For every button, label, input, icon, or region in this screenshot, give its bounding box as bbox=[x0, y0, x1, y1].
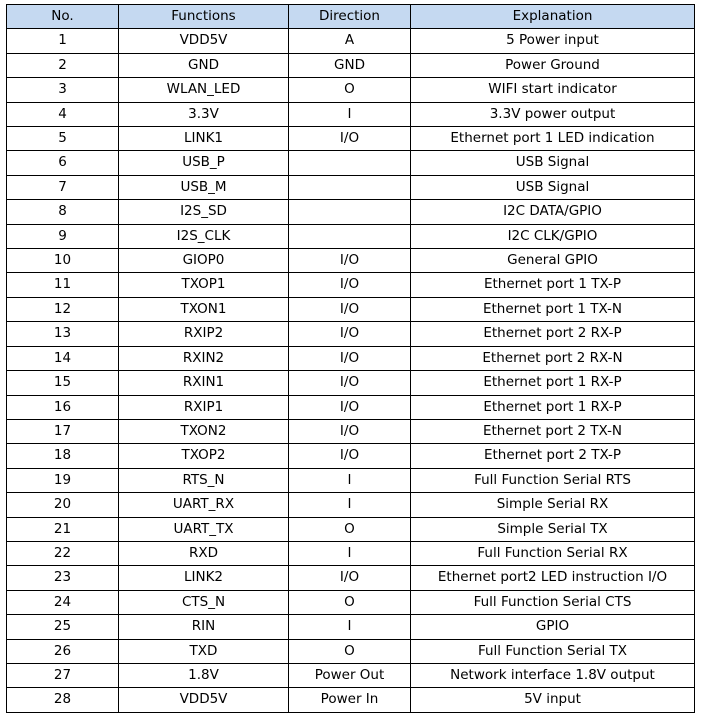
cell-no: 3 bbox=[7, 78, 119, 102]
cell-function: LINK2 bbox=[119, 566, 289, 590]
cell-explanation: Ethernet port2 LED instruction I/O bbox=[411, 566, 695, 590]
cell-function: 3.3V bbox=[119, 102, 289, 126]
table-row bbox=[7, 371, 695, 395]
cell-direction: I/O bbox=[289, 127, 411, 151]
cell-explanation: I2C DATA/GPIO bbox=[411, 200, 695, 224]
cell-no: 18 bbox=[7, 444, 119, 468]
table-row bbox=[7, 395, 695, 419]
header-row bbox=[7, 5, 695, 29]
cell-explanation: Simple Serial RX bbox=[411, 493, 695, 517]
table-body bbox=[7, 29, 695, 712]
cell-no: 9 bbox=[7, 224, 119, 248]
cell-explanation: General GPIO bbox=[411, 249, 695, 273]
cell-explanation: Full Function Serial RX bbox=[411, 541, 695, 565]
cell-no: 17 bbox=[7, 419, 119, 443]
cell-direction: I bbox=[289, 615, 411, 639]
header-direction: Direction bbox=[289, 5, 411, 29]
cell-function: VDD5V bbox=[119, 688, 289, 712]
table-row bbox=[7, 297, 695, 321]
cell-direction bbox=[289, 200, 411, 224]
cell-direction: O bbox=[289, 78, 411, 102]
pin-function-table bbox=[6, 4, 695, 713]
cell-explanation: Full Function Serial RTS bbox=[411, 468, 695, 492]
cell-explanation: Ethernet port 1 TX-P bbox=[411, 273, 695, 297]
cell-explanation: 5V input bbox=[411, 688, 695, 712]
cell-direction: Power Out bbox=[289, 663, 411, 687]
cell-no: 20 bbox=[7, 493, 119, 517]
cell-function: RIN bbox=[119, 615, 289, 639]
cell-explanation: Full Function Serial TX bbox=[411, 639, 695, 663]
header-functions: Functions bbox=[119, 5, 289, 29]
cell-explanation: WIFI start indicator bbox=[411, 78, 695, 102]
cell-function: CTS_N bbox=[119, 590, 289, 614]
cell-no: 4 bbox=[7, 102, 119, 126]
cell-function: RXD bbox=[119, 541, 289, 565]
cell-explanation: Network interface 1.8V output bbox=[411, 663, 695, 687]
cell-function: RXIN1 bbox=[119, 371, 289, 395]
cell-no: 19 bbox=[7, 468, 119, 492]
cell-function: 1.8V bbox=[119, 663, 289, 687]
cell-function: WLAN_LED bbox=[119, 78, 289, 102]
cell-explanation: Ethernet port 1 LED indication bbox=[411, 127, 695, 151]
cell-no: 12 bbox=[7, 297, 119, 321]
cell-function: GND bbox=[119, 53, 289, 77]
table-row bbox=[7, 200, 695, 224]
cell-no: 6 bbox=[7, 151, 119, 175]
cell-explanation: Ethernet port 2 RX-P bbox=[411, 322, 695, 346]
cell-no: 24 bbox=[7, 590, 119, 614]
cell-direction: I bbox=[289, 541, 411, 565]
cell-function: TXOP2 bbox=[119, 444, 289, 468]
cell-explanation: USB Signal bbox=[411, 175, 695, 199]
table-row bbox=[7, 102, 695, 126]
cell-direction: I/O bbox=[289, 249, 411, 273]
cell-direction: I/O bbox=[289, 566, 411, 590]
cell-function: USB_M bbox=[119, 175, 289, 199]
cell-direction: I/O bbox=[289, 273, 411, 297]
table-row bbox=[7, 224, 695, 248]
cell-explanation: GPIO bbox=[411, 615, 695, 639]
table-row bbox=[7, 688, 695, 712]
table-header bbox=[7, 5, 695, 29]
cell-function: RXIN2 bbox=[119, 346, 289, 370]
cell-explanation: 5 Power input bbox=[411, 29, 695, 53]
cell-no: 26 bbox=[7, 639, 119, 663]
cell-function: RXIP2 bbox=[119, 322, 289, 346]
cell-direction: GND bbox=[289, 53, 411, 77]
cell-function: USB_P bbox=[119, 151, 289, 175]
table-row bbox=[7, 493, 695, 517]
cell-direction: O bbox=[289, 590, 411, 614]
cell-direction: I/O bbox=[289, 322, 411, 346]
cell-no: 5 bbox=[7, 127, 119, 151]
table-row bbox=[7, 127, 695, 151]
table-row bbox=[7, 541, 695, 565]
table-row bbox=[7, 175, 695, 199]
cell-no: 23 bbox=[7, 566, 119, 590]
table-row bbox=[7, 615, 695, 639]
table-row bbox=[7, 53, 695, 77]
table-row bbox=[7, 468, 695, 492]
cell-direction: I bbox=[289, 493, 411, 517]
cell-no: 14 bbox=[7, 346, 119, 370]
cell-direction bbox=[289, 151, 411, 175]
cell-direction bbox=[289, 175, 411, 199]
cell-explanation: Ethernet port 1 TX-N bbox=[411, 297, 695, 321]
cell-direction: I/O bbox=[289, 419, 411, 443]
cell-explanation: Power Ground bbox=[411, 53, 695, 77]
cell-direction: I bbox=[289, 102, 411, 126]
cell-no: 8 bbox=[7, 200, 119, 224]
cell-direction: I/O bbox=[289, 395, 411, 419]
cell-direction: I/O bbox=[289, 444, 411, 468]
cell-no: 13 bbox=[7, 322, 119, 346]
cell-explanation: Ethernet port 1 RX-P bbox=[411, 395, 695, 419]
cell-no: 27 bbox=[7, 663, 119, 687]
cell-function: TXOP1 bbox=[119, 273, 289, 297]
cell-no: 22 bbox=[7, 541, 119, 565]
table-row bbox=[7, 566, 695, 590]
cell-explanation: 3.3V power output bbox=[411, 102, 695, 126]
table-row bbox=[7, 346, 695, 370]
cell-no: 21 bbox=[7, 517, 119, 541]
table-row bbox=[7, 517, 695, 541]
cell-function: RXIP1 bbox=[119, 395, 289, 419]
cell-function: VDD5V bbox=[119, 29, 289, 53]
cell-explanation: USB Signal bbox=[411, 151, 695, 175]
table-row bbox=[7, 29, 695, 53]
cell-direction bbox=[289, 224, 411, 248]
cell-function: UART_RX bbox=[119, 493, 289, 517]
table-row bbox=[7, 322, 695, 346]
cell-direction: I/O bbox=[289, 371, 411, 395]
cell-function: I2S_SD bbox=[119, 200, 289, 224]
cell-explanation: Ethernet port 2 TX-P bbox=[411, 444, 695, 468]
cell-no: 1 bbox=[7, 29, 119, 53]
table-row bbox=[7, 663, 695, 687]
cell-explanation: I2C CLK/GPIO bbox=[411, 224, 695, 248]
cell-function: TXON1 bbox=[119, 297, 289, 321]
cell-direction: I bbox=[289, 468, 411, 492]
cell-function: RTS_N bbox=[119, 468, 289, 492]
header-no: No. bbox=[7, 5, 119, 29]
cell-no: 28 bbox=[7, 688, 119, 712]
cell-explanation: Ethernet port 2 RX-N bbox=[411, 346, 695, 370]
cell-direction: O bbox=[289, 639, 411, 663]
table-row bbox=[7, 590, 695, 614]
cell-function: GIOP0 bbox=[119, 249, 289, 273]
cell-no: 2 bbox=[7, 53, 119, 77]
cell-no: 11 bbox=[7, 273, 119, 297]
cell-direction: I/O bbox=[289, 297, 411, 321]
cell-explanation: Full Function Serial CTS bbox=[411, 590, 695, 614]
cell-function: UART_TX bbox=[119, 517, 289, 541]
table-row bbox=[7, 273, 695, 297]
cell-no: 25 bbox=[7, 615, 119, 639]
cell-function: TXD bbox=[119, 639, 289, 663]
cell-function: LINK1 bbox=[119, 127, 289, 151]
cell-function: TXON2 bbox=[119, 419, 289, 443]
pin-table-container bbox=[6, 4, 695, 713]
table-row bbox=[7, 639, 695, 663]
table-row bbox=[7, 249, 695, 273]
table-row bbox=[7, 78, 695, 102]
cell-explanation: Ethernet port 1 RX-P bbox=[411, 371, 695, 395]
cell-no: 10 bbox=[7, 249, 119, 273]
cell-no: 16 bbox=[7, 395, 119, 419]
cell-no: 7 bbox=[7, 175, 119, 199]
cell-direction: A bbox=[289, 29, 411, 53]
table-row bbox=[7, 444, 695, 468]
table-row bbox=[7, 151, 695, 175]
cell-direction: I/O bbox=[289, 346, 411, 370]
cell-explanation: Simple Serial TX bbox=[411, 517, 695, 541]
cell-no: 15 bbox=[7, 371, 119, 395]
cell-direction: O bbox=[289, 517, 411, 541]
cell-explanation: Ethernet port 2 TX-N bbox=[411, 419, 695, 443]
table-row bbox=[7, 419, 695, 443]
cell-direction: Power In bbox=[289, 688, 411, 712]
header-explanation: Explanation bbox=[411, 5, 695, 29]
cell-function: I2S_CLK bbox=[119, 224, 289, 248]
